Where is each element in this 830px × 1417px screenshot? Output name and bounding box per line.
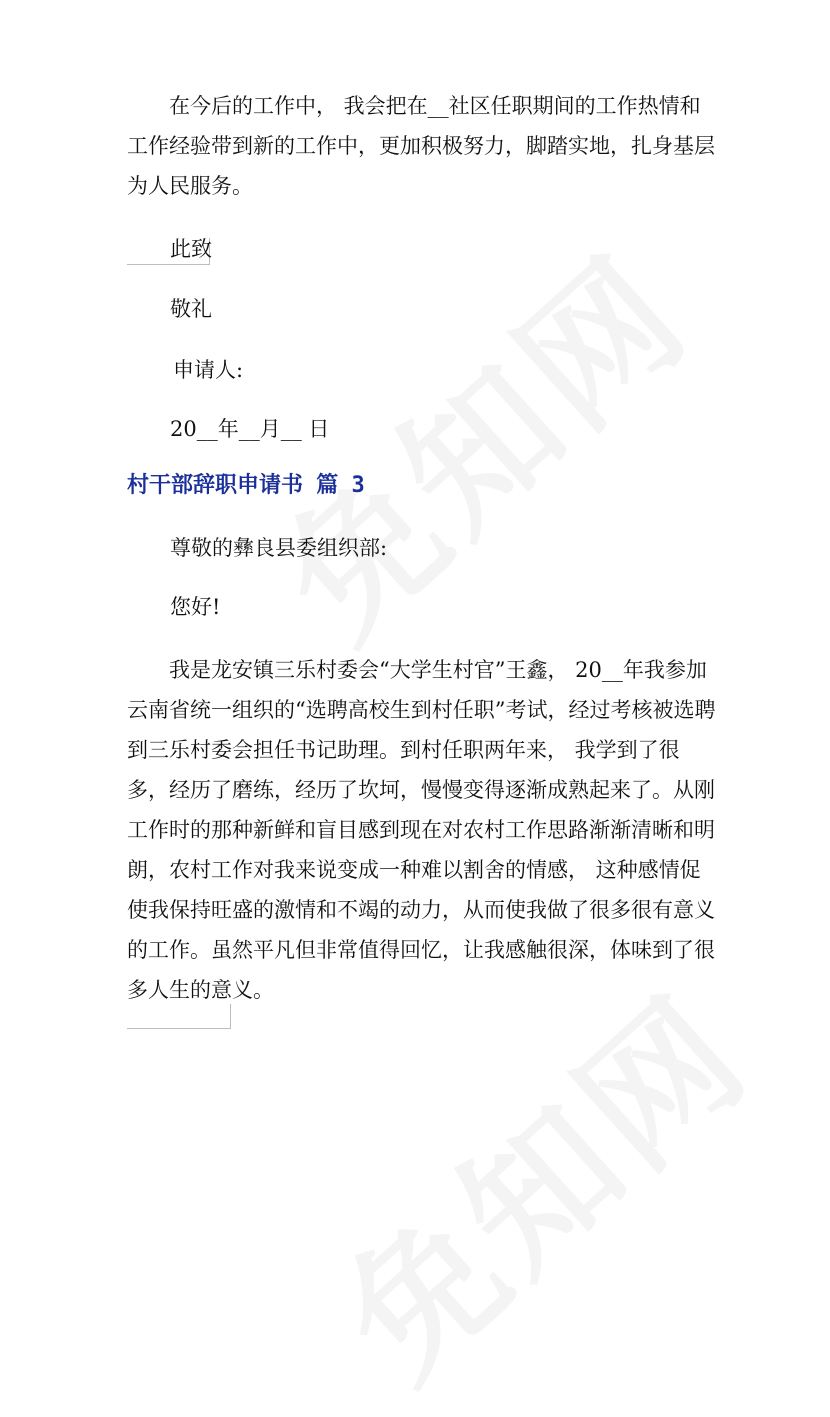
- closing-line: 敬礼: [170, 297, 212, 321]
- body-paragraph: 我是龙安镇三乐村委会“大学生村官”王鑫， 20__年我参加云南省统一组织的“选聘高校生到村任职”考试，经过考核被选聘到三乐村委会担任书记助理。到村任职两年来， 我学到了很多，经历了磨练，经历了坎坷，慢慢变得逐渐成熟起来了。从刚工作时的那种新鲜和盲目感到现在对农村工作思路渐渐清晰和明朗，农村工作对我来说变成一种难以割舍的情感， 这种感情促使我保持旺盛的激情和不竭的动力，从而使我做了很多很有意义的工作。虽然平凡但非常值得回忆，让我感触很深，体味到了很多人生的意义。: [127, 658, 716, 1002]
- greeting: 您好!: [170, 595, 221, 619]
- salutation: 尊敬的彝良县委组织部:: [170, 536, 388, 560]
- text-marker: [127, 1004, 231, 1029]
- watermark: [289, 939, 786, 1417]
- date-line: 20__年__月__ 日: [170, 417, 330, 441]
- applicant-label: 申请人:: [173, 358, 244, 382]
- body-paragraph: 在今后的工作中， 我会把在__社区任职期间的工作热情和工作经验带到新的工作中，更加积极努力，脚踏实地，扎身基层为人民服务。: [127, 94, 715, 198]
- closing-line: 此致: [170, 237, 212, 261]
- section-heading: 村干部辞职申请书 篇 3: [127, 473, 365, 498]
